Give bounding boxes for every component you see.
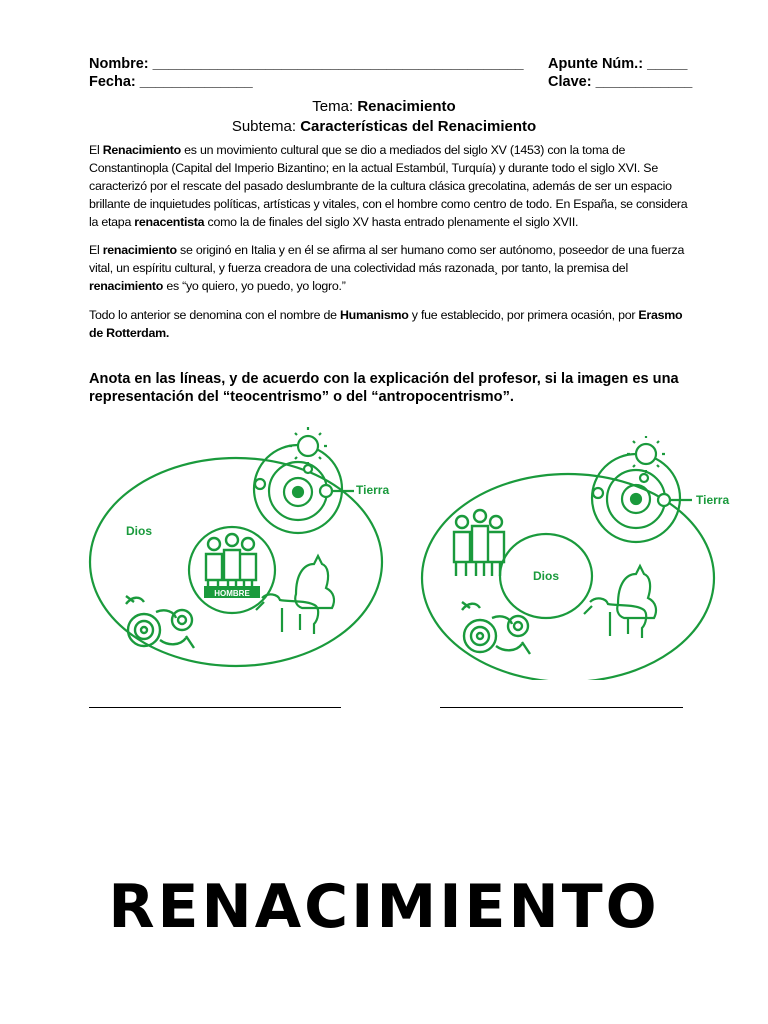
- answer-line-right[interactable]: [440, 707, 683, 708]
- paragraph-3: Todo lo anterior se denomina con el nombre de Humanismo y fue establecido, por primera ocasión, por Erasmo de Rotterdam.: [89, 308, 683, 340]
- rose-icon: [126, 596, 194, 648]
- universe-circle: [422, 474, 714, 680]
- tema-value: Renacimiento: [357, 98, 456, 115]
- tierra-label: Tierra: [356, 483, 390, 497]
- dios-label: Dios: [126, 524, 153, 538]
- answer-line-left[interactable]: [89, 707, 341, 708]
- subtema-line: [0, 118, 768, 135]
- cat-icon: [617, 566, 656, 618]
- paragraph-1: El Renacimiento es un movimiento cultural que se dio a mediados del siglo XV (1453) con la toma de Constantinopla (Capital del Imperio Bizantino; en la actual Estambúl, Turquía) y durante todo el siglo XVI. Se caracterizó por el rescate del pasado deslumbrante de la cultura clásica grecolatina, además de ser un espacio brillante de inquietudes políticas, artísticas y vitales, con el hombre como centro de todo. En España, se considera la etapa renacentista como la de finales del siglo XV hasta entrado plenamente el siglo XVII.: [89, 143, 688, 229]
- fecha-line: [89, 74, 253, 90]
- nombre-line: [89, 56, 524, 72]
- apunte-label: Apunte Núm.:: [548, 56, 644, 72]
- dios-label: Dios: [532, 569, 560, 583]
- tierra-label: Tierra: [696, 493, 730, 507]
- dog-icon: [256, 594, 318, 634]
- dios-circle: [90, 458, 382, 666]
- nombre-blank: ______________________________________________: [152, 56, 524, 72]
- subtema-label: Subtema:: [231, 118, 297, 135]
- tema-label: Tema:: [312, 98, 354, 115]
- diagram-left: [86, 426, 402, 670]
- apunte-blank: _____: [647, 56, 688, 72]
- apunte-line: [548, 56, 687, 72]
- hombre-label: HOMBRE: [214, 589, 250, 598]
- instruction-text: Anota en las líneas, y de acuerdo con la explicación del profesor, si la imagen es una representación del “teocentrismo” o del “antropocentrismo”.: [89, 371, 679, 405]
- diagram-right: [418, 436, 734, 680]
- clave-blank: ____________: [595, 74, 693, 90]
- fecha-label: Fecha:: [89, 74, 136, 90]
- big-title: RENACIMIENTO: [108, 872, 660, 942]
- nombre-label: Nombre:: [89, 56, 149, 72]
- people-icon: [206, 534, 256, 590]
- subtema-value: Características del Renacimiento: [300, 118, 537, 135]
- cat-icon: [295, 556, 334, 608]
- tema-line: [0, 98, 768, 115]
- clave-line: [548, 74, 692, 90]
- people-icon: [454, 510, 504, 576]
- clave-label: Clave:: [548, 74, 592, 90]
- hombre-circle: [189, 527, 275, 613]
- paragraph-2: El renacimiento se originó en Italia y en él se afirma al ser humano como ser autónomo, poseedor de una fuerza vital, un espíritu cultural, y fuerza creadora de una colectividad más razonada¸ por tanto, la premisa del renacimiento es “yo quiero, yo puedo, yo logro.”: [89, 243, 685, 293]
- fecha-blank: ______________: [139, 74, 253, 90]
